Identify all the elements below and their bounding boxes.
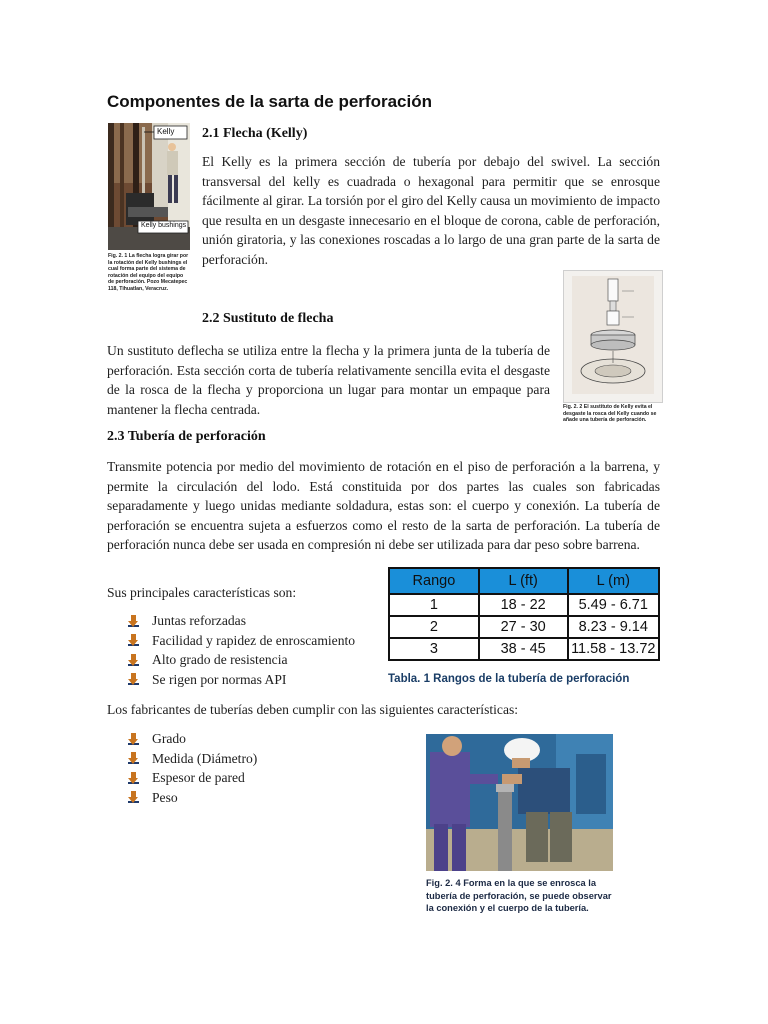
kelly-photo (108, 123, 190, 250)
table-cell: 38 - 45 (479, 638, 568, 660)
requirements-list (128, 729, 257, 807)
features-intro: Sus principales características son: (107, 585, 297, 600)
workers-photo (426, 734, 613, 871)
table-header-cell: L (m) (568, 568, 659, 594)
page-title: Componentes de la sarta de perforación (107, 92, 432, 111)
kelly-label: Kelly (157, 127, 175, 136)
figure-workers (426, 734, 613, 871)
table-cell: 27 - 30 (479, 616, 568, 638)
table-row (389, 638, 659, 660)
section-tuberia-body: Transmite potencia por medio del movimiento de rotación en el piso de perforación a la barrena, y permite la circulación del lodo. Está constituida por dos partes las cuales son fabricadas separadamente y luego unidas mediante soldadura, estas son: el cuerpo y conexión. La tubería de perforación se encuentra sujeta a esfuerzos como el resto de la sarta de perforación. La tubería de perforación nunca debe ser usada en compresión ni debe ser utilizada para dar peso sobre barrena. (107, 459, 660, 552)
table-header-row (389, 568, 659, 594)
table-header-cell: Rango (389, 568, 479, 594)
figure-sustituto (563, 270, 663, 403)
list-item: Grado (128, 729, 257, 749)
table-caption: Tabla. 1 Rangos de la tubería de perforación (388, 673, 630, 685)
table-cell: 18 - 22 (479, 594, 568, 616)
figure-sustituto-caption: Fig. 2. 2 El sustituto de Kelly evita el desgaste la rosca del Kelly cuando se añade una tubería de perforación. (563, 404, 657, 424)
bullet-arrow-icon (128, 752, 139, 764)
bullet-arrow-icon (128, 634, 139, 646)
section-tuberia-heading: 2.3 Tubería de perforación (107, 429, 266, 444)
section-sustituto-heading: 2.2 Sustituto de flecha (202, 311, 334, 326)
table-cell: 11.58 - 13.72 (568, 638, 659, 660)
table-cell: 5.49 - 6.71 (568, 594, 659, 616)
list-item: Medida (Diámetro) (128, 749, 257, 769)
section-sustituto-body: Un sustituto deflecha se utiliza entre la flecha y la primera junta de la tubería de perforación. Esta sección corta de tubería relativamente sencilla evita el desgaste de la rosca de la flecha y proporciona un lugar para montar un empaque para mantener la flecha centrada. (107, 343, 550, 417)
figure-kelly (108, 123, 190, 250)
table-cell: 3 (389, 638, 479, 660)
kelly-bushings-label: Kelly bushings (141, 222, 187, 229)
sustituto-diagram (564, 271, 662, 402)
list-item: Peso (128, 788, 257, 808)
features-list (128, 611, 355, 689)
section-kelly-body: El Kelly es la primera sección de tubería por debajo del swivel. La sección transversal del kelly es cuadrada o hexagonal para permitir que se enrosque fácilmente al girar. La torsión por el giro del Kelly causa un movimiento de impacto que resulta en un desgaste innecesario en el bloque de corona, cable de perforación, unión giratoria, y las conexiones roscadas a lo largo de una gran parte de la sarta de perforación. (202, 154, 660, 267)
section-kelly-heading: 2.1 Flecha (Kelly) (202, 126, 308, 141)
table-row (389, 594, 659, 616)
bullet-arrow-icon (128, 615, 139, 627)
table-header-cell: L (ft) (479, 568, 568, 594)
bullet-arrow-icon (128, 654, 139, 666)
list-item: Juntas reforzadas (128, 611, 355, 631)
rangos-table (388, 567, 660, 661)
table-cell: 8.23 - 9.14 (568, 616, 659, 638)
figure-workers-caption: Fig. 2. 4 Forma en la que se enrosca la tubería de perforación, se puede observar la conexión y el cuerpo de la tubería. (426, 878, 612, 913)
manufacturers-intro: Los fabricantes de tuberías deben cumplir con las siguientes características: (107, 702, 519, 717)
table-cell: 2 (389, 616, 479, 638)
bullet-arrow-icon (128, 791, 139, 803)
bullet-arrow-icon (128, 772, 139, 784)
list-item: Se rigen por normas API (128, 670, 355, 690)
list-item: Facilidad y rapidez de enroscamiento (128, 631, 355, 651)
table-row (389, 616, 659, 638)
list-item: Alto grado de resistencia (128, 650, 355, 670)
bullet-arrow-icon (128, 673, 139, 685)
bullet-arrow-icon (128, 733, 139, 745)
list-item: Espesor de pared (128, 768, 257, 788)
figure-kelly-caption: Fig. 2. 1 La flecha logra girar por la rotación del Kelly bushings el cual forma parte del sistema de rotación del equipo del equipo de perforación. Pozo Mecatepec 118, Tihuatlan, Veracruz. (108, 253, 189, 292)
table-cell: 1 (389, 594, 479, 616)
